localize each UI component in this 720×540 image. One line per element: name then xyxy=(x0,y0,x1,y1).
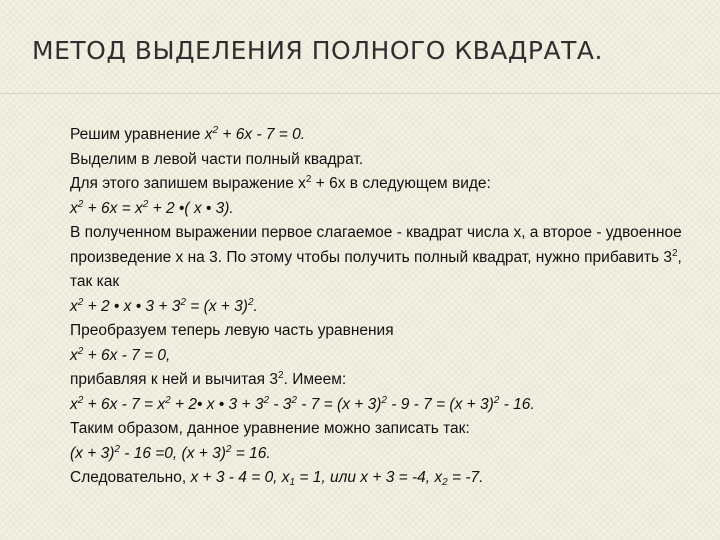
term: Для этого запишем выражение х xyxy=(70,175,306,192)
superscript: 2 xyxy=(77,345,84,357)
term: - 3 xyxy=(269,395,292,413)
superscript: 2 xyxy=(291,394,297,406)
term: + 6х = х xyxy=(83,199,143,217)
term: = 1, или х + 3 = -4, х xyxy=(295,469,443,486)
term: прибавляя к ней и вычитая 3 xyxy=(70,371,279,388)
slide-title: МЕТОД ВЫДЕЛЕНИЯ ПОЛНОГО КВАДРАТА. xyxy=(32,36,603,65)
term: х xyxy=(204,126,213,143)
text-line-3 xyxy=(70,172,690,197)
term: - 9 - 7 = (х + 3) xyxy=(386,395,494,413)
text-line-5 xyxy=(70,221,690,295)
term: = -7. xyxy=(447,469,484,486)
term: В полученном выражении первое слагаемое - квадрат числа х, а второе - удвоенное произведение х на 3. По этому чтобы получить полный квадрат, нужно прибавить 3 xyxy=(70,224,682,266)
term: - 16 =0, (х + 3) xyxy=(119,444,226,462)
superscript: 2 xyxy=(247,296,254,308)
term: - 7 = (х + 3) xyxy=(296,395,382,413)
superscript: 2 xyxy=(225,443,232,455)
superscript: 2 xyxy=(671,247,678,259)
text-line-9 xyxy=(70,368,690,393)
superscript: 2 xyxy=(263,394,270,406)
subscript: 2 xyxy=(442,477,448,488)
term: х xyxy=(70,297,78,315)
term: х xyxy=(70,395,78,413)
superscript: 2 xyxy=(142,198,149,210)
term: = (х + 3) xyxy=(185,297,248,315)
slide-body xyxy=(70,123,690,491)
superscript: 2 xyxy=(165,394,171,406)
term: + 2• х • 3 + 3 xyxy=(170,395,264,413)
term: . xyxy=(253,297,258,315)
term: х + 3 - 4 = 0, х xyxy=(190,469,290,486)
term: = 16. xyxy=(231,444,271,462)
term: + 6х - 7 = х xyxy=(83,395,166,413)
equation xyxy=(190,469,483,486)
superscript: 2 xyxy=(77,296,84,308)
text-line-7: Преобразуем теперь левую часть уравнения xyxy=(70,322,394,339)
subscript: 1 xyxy=(289,477,296,488)
term: (х + 3) xyxy=(70,444,115,462)
text-line-12 xyxy=(70,442,690,467)
term: + 2 •( х • 3). xyxy=(148,199,234,217)
line-text: Решим уравнение xyxy=(70,126,205,143)
superscript: 2 xyxy=(493,394,500,406)
text-line-2: Выделим в левой части полный квадрат. xyxy=(70,150,364,168)
text-line-4 xyxy=(70,197,690,222)
text-line-6 xyxy=(70,295,690,320)
term: , так как xyxy=(70,248,682,290)
superscript: 2 xyxy=(114,443,120,455)
title-divider xyxy=(0,93,720,94)
term: х xyxy=(70,199,78,217)
equation xyxy=(205,126,305,143)
term: - 16. xyxy=(499,395,535,413)
text-line-11: Таким образом, данное уравнение можно записать так: xyxy=(70,420,470,437)
superscript: 2 xyxy=(278,370,284,381)
superscript: 2 xyxy=(180,296,186,308)
text-line-8 xyxy=(70,344,690,369)
term: х xyxy=(70,346,78,364)
superscript: 2 xyxy=(305,174,312,185)
superscript: 2 xyxy=(212,125,219,136)
term: . Имеем: xyxy=(283,371,347,388)
term: + 6х в следующем виде: xyxy=(311,175,491,192)
term: Следовательно, xyxy=(70,469,191,486)
text-line-13 xyxy=(70,466,690,491)
superscript: 2 xyxy=(381,394,387,406)
term: + 6х - 7 = 0, xyxy=(83,346,171,364)
superscript: 2 xyxy=(77,394,84,406)
superscript: 2 xyxy=(77,198,84,210)
term: + 6х - 7 = 0. xyxy=(218,126,306,143)
term: + 2 • х • 3 + 3 xyxy=(83,297,181,315)
text-line-10 xyxy=(70,393,690,418)
text-line-1 xyxy=(70,123,690,148)
